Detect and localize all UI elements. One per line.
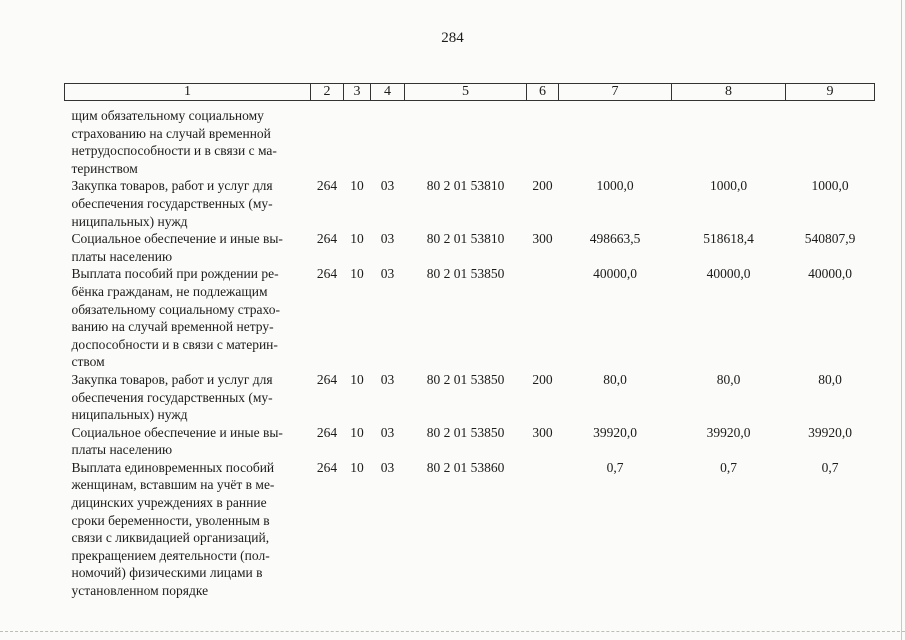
row-description (65, 107, 311, 177)
table-row (65, 230, 875, 265)
amount-year-1: 0,7 (606, 459, 624, 475)
target-article-code (405, 107, 527, 177)
expense-type-code (527, 265, 559, 371)
table-row (65, 265, 875, 371)
header-col-9: 9 (786, 84, 875, 101)
description-line: Выплата единовременных пособий (71, 459, 275, 475)
amount-year-2: 39920,0 (706, 424, 751, 440)
amount-year-2: 1000,0 (709, 178, 748, 194)
expense-type-code (527, 107, 559, 177)
header-col-5: 5 (405, 84, 527, 101)
header-col-3: 3 (344, 84, 371, 101)
amount-year-3 (786, 107, 875, 177)
section-code: 10 (350, 424, 364, 440)
amount-year-3: 540807,9 (804, 231, 856, 247)
description-line: Выплата пособий при рождении ре- (71, 266, 279, 282)
table-row (65, 371, 875, 424)
expense-type-code: 200 (532, 178, 553, 194)
section-code: 10 (350, 459, 364, 475)
description-line: бёнка гражданам, не подлежащим (71, 283, 268, 299)
description-line: установленном порядке (71, 583, 209, 599)
section-code (344, 107, 371, 177)
target-article-code: 80 2 01 53810 (426, 178, 505, 194)
table-body (65, 107, 875, 600)
description-line: Социальное обеспечение и иные вы- (71, 424, 283, 440)
row-description (65, 265, 311, 371)
description-line: связи с ликвидацией организаций, (71, 530, 270, 546)
description-line: обязательному социальному страхо- (71, 301, 280, 317)
expense-type-code: 300 (532, 424, 553, 440)
amount-year-3: 40000,0 (808, 266, 852, 282)
row-description (65, 424, 311, 459)
amount-year-1 (559, 107, 672, 177)
dept-code: 264 (316, 178, 338, 194)
target-article-code: 80 2 01 53810 (426, 231, 505, 247)
subsection-code: 03 (380, 459, 395, 475)
description-line: платы населению (71, 248, 173, 264)
description-line: Закупка товаров, работ и услуг для (71, 178, 273, 194)
table-row (65, 459, 875, 600)
target-article-code: 80 2 01 53860 (426, 459, 505, 475)
table-row (65, 107, 875, 177)
header-col-7: 7 (559, 84, 672, 101)
description-line: сроки беременности, уволенным в (71, 512, 270, 528)
header-col-6: 6 (527, 84, 559, 101)
header-col-4: 4 (371, 84, 405, 101)
row-description (65, 371, 311, 424)
description-line: платы населению (71, 442, 173, 458)
description-line: щим обязательному социальному (71, 108, 264, 123)
header-row (65, 84, 875, 101)
description-line: Закупка товаров, работ и услуг для (71, 371, 273, 387)
amount-year-1: 498663,5 (589, 231, 641, 247)
description-line: страхованию на случай временной (71, 125, 271, 141)
amount-year-1: 80,0 (603, 371, 627, 387)
amount-year-2 (672, 107, 786, 177)
page-edge-bottom (0, 631, 905, 632)
dept-code: 264 (316, 424, 338, 440)
header-col-1: 1 (65, 84, 311, 101)
subsection-code: 03 (380, 424, 395, 440)
section-code: 10 (350, 231, 364, 247)
description-line: обеспечения государственных (му- (71, 389, 273, 405)
subsection-code (371, 107, 405, 177)
description-line: теринством (71, 160, 138, 176)
target-article-code: 80 2 01 53850 (426, 371, 505, 387)
dept-code: 264 (316, 231, 338, 247)
description-line: прекращением деятельности (пол- (71, 547, 270, 563)
amount-year-2: 518618,4 (703, 231, 754, 247)
row-description (65, 230, 311, 265)
target-article-code: 80 2 01 53850 (426, 266, 505, 282)
amount-year-2: 40000,0 (706, 266, 751, 282)
description-line: Социальное обеспечение и иные вы- (71, 231, 283, 247)
page-number: 284 (441, 30, 464, 46)
subsection-code: 03 (380, 266, 395, 282)
table-row (65, 424, 875, 459)
row-description (65, 459, 311, 600)
section-code: 10 (350, 178, 364, 194)
description-line: ниципальных) нужд (71, 213, 188, 229)
dept-code (311, 107, 344, 177)
description-line: нетрудоспособности и в связи с ма- (71, 143, 277, 159)
amount-year-1: 1000,0 (596, 178, 634, 194)
section-code: 10 (350, 266, 364, 282)
expense-type-code (527, 459, 559, 600)
amount-year-3: 0,7 (821, 459, 839, 475)
amount-year-3: 39920,0 (808, 424, 852, 440)
description-line: женщинам, вставшим на учёт в ме- (71, 477, 275, 493)
header-col-2: 2 (311, 84, 344, 101)
description-line: обеспечения государственных (му- (71, 195, 273, 211)
dept-code: 264 (316, 371, 338, 387)
header-col-8: 8 (672, 84, 786, 101)
table-row (65, 177, 875, 230)
description-line: ниципальных) нужд (71, 407, 188, 423)
budget-table (64, 83, 875, 600)
expense-type-code: 200 (532, 371, 553, 387)
dept-code: 264 (316, 266, 338, 282)
amount-year-1: 39920,0 (593, 424, 637, 440)
amount-year-3: 80,0 (818, 371, 842, 387)
target-article-code: 80 2 01 53850 (426, 424, 505, 440)
description-line: дицинских учреждениях в ранние (71, 495, 267, 511)
page-edge-right (901, 0, 902, 640)
subsection-code: 03 (380, 371, 395, 387)
expense-type-code: 300 (532, 231, 553, 247)
description-line: доспособности и в связи с материн- (71, 336, 278, 352)
description-line: ством (71, 354, 105, 370)
subsection-code: 03 (380, 178, 395, 194)
description-line: номочий) физическими лицами в (71, 565, 263, 581)
dept-code: 264 (316, 459, 338, 475)
section-code: 10 (350, 371, 364, 387)
description-line: ванию на случай временной нетру- (71, 319, 274, 335)
subsection-code: 03 (380, 231, 395, 247)
amount-year-2: 80,0 (716, 371, 741, 387)
amount-year-3: 1000,0 (811, 178, 849, 194)
amount-year-1: 40000,0 (593, 266, 637, 282)
row-description (65, 177, 311, 230)
amount-year-2: 0,7 (720, 459, 737, 475)
